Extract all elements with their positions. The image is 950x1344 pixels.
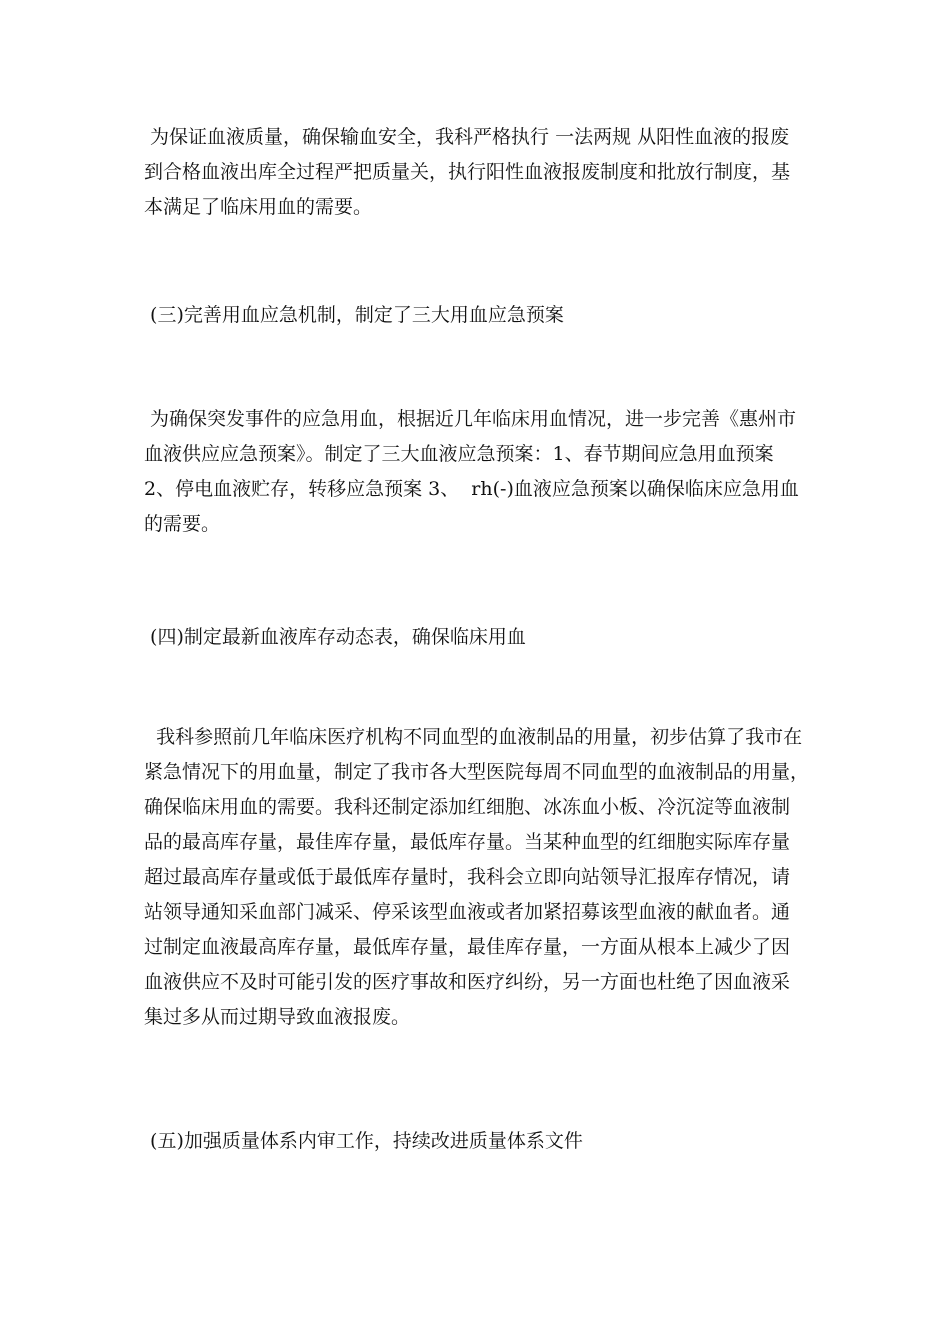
paragraph-line: 本满足了临床用血的需要。 (144, 196, 373, 218)
paragraph-line: 血液供应应急预案》。制定了三大血液应急预案：1、春节期间应急用血预案 (144, 443, 774, 465)
paragraph-line: 血液供应不及时可能引发的医疗事故和医疗纠纷，另一方面也杜绝了因血液采 (144, 971, 791, 993)
heading-text: (四)制定最新血液库存动态表，确保临床用血 (144, 626, 526, 648)
paragraph-line: 过制定血液最高库存量，最低库存量，最佳库存量，一方面从根本上减少了因 (144, 936, 791, 958)
paragraph-quality (144, 120, 808, 225)
section-heading-4 (144, 620, 808, 655)
paragraph-line: 确保临床用血的需要。我科还制定添加红细胞、冰冻血小板、冷沉淀等血液制 (144, 796, 791, 818)
paragraph-line: 为保证血液质量，确保输血安全，我科严格执行 一法两规 从阳性血液的报废 (144, 126, 790, 148)
paragraph-inventory (144, 720, 808, 1035)
paragraph-line: 站领导通知采血部门减采、停采该型血液或者加紧招募该型血液的献血者。通 (144, 901, 791, 923)
paragraph-line: 品的最高库存量，最佳库存量，最低库存量。当某种血型的红细胞实际库存量 (144, 831, 791, 853)
paragraph-line: 到合格血液出库全过程严把质量关，执行阳性血液报废制度和批放行制度，基 (144, 161, 791, 183)
paragraph-emergency (144, 402, 808, 542)
paragraph-line: 2、停电血液贮存，转移应急预案 3、 rh(-)血液应急预案以确保临床应急用血 (144, 478, 799, 500)
heading-text: (三)完善用血应急机制，制定了三大用血应急预案 (144, 304, 564, 326)
paragraph-line: 的需要。 (144, 513, 221, 535)
heading-text: (五)加强质量体系内审工作，持续改进质量体系文件 (144, 1130, 583, 1152)
paragraph-line: 集过多从而过期导致血液报废。 (144, 1006, 411, 1028)
section-heading-3 (144, 298, 808, 333)
paragraph-line: 为确保突发事件的应急用血，根据近几年临床用血情况，进一步完善《惠州市 (144, 408, 797, 430)
paragraph-line: 超过最高库存量或低于最低库存量时，我科会立即向站领导汇报库存情况，请 (144, 866, 791, 888)
paragraph-line: 紧急情况下的用血量，制定了我市各大型医院每周不同血型的血液制品的用量， (144, 761, 810, 783)
section-heading-5 (144, 1124, 808, 1159)
paragraph-line: 我科参照前几年临床医疗机构不同血型的血液制品的用量，初步估算了我市在 (144, 726, 803, 748)
